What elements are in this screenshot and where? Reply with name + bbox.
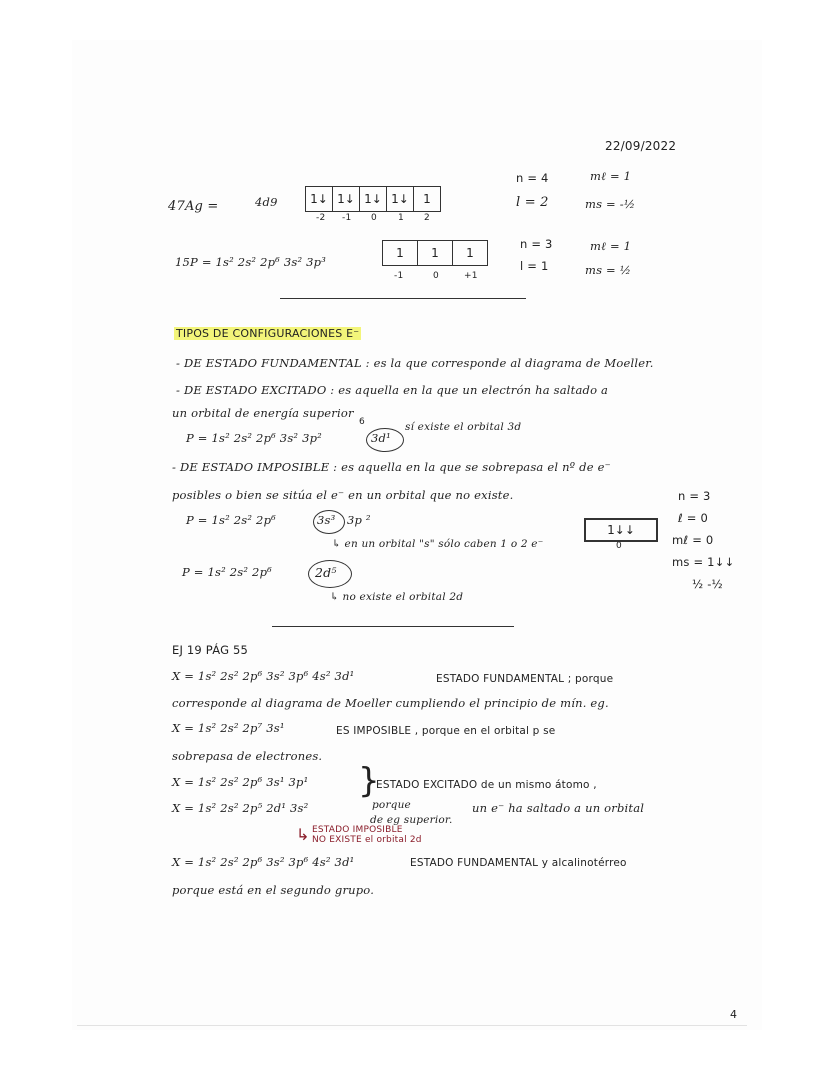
side-ms-values: ½ -½ [692,577,723,591]
ag-l: l = 2 [516,195,549,210]
ag-box-3: 1↓ [360,187,387,211]
excitado-six: 6 [359,417,365,427]
exercise-x4-superior: de eg superior. [370,814,453,826]
p15-box-3: 1 [466,246,474,260]
p15-n: n = 3 [520,237,553,251]
exercise-x4-red-note: NO EXISTE el orbital 2d [312,835,422,845]
page-edge [77,1025,747,1026]
side-n: n = 3 [678,489,711,503]
exercise-x4-red-state: ESTADO IMPOSIBLE [312,825,403,835]
divider [280,298,526,299]
exercise-x2-reason: sobrepasa de electrones. [172,749,323,763]
excitado-definition-line1: - DE ESTADO EXCITADO : es aquella en la que un electrón ha saltado a [176,383,609,397]
exercise-x5: X = 1s² 2s² 2p⁶ 3s² 3p⁶ 4s² 3d¹ [172,855,355,869]
section-title: TIPOS DE CONFIGURACIONES E⁻ [176,327,360,340]
imposible-definition-line1: - DE ESTADO IMPOSIBLE : es aquella en la que se sobrepasa el nº de e⁻ [172,460,611,474]
exercise-x4-porque: porque [372,799,411,811]
ag-box-5: 1 [423,192,431,206]
p15-ms: ms = ½ [585,263,632,277]
exercise-title: EJ 19 PÁG 55 [172,643,249,657]
p15-l: l = 1 [520,259,549,273]
ag-ms: ms = -½ [585,197,636,211]
ag-ml-value: 2 [424,213,430,223]
exercise-x1: X = 1s² 2s² 2p⁶ 3s² 3p⁶ 4s² 3d¹ [172,669,355,683]
imposible-example2-circled: 2d⁵ [315,565,337,580]
imposible-example1-prefix: P = 1s² 2s² 2p⁶ [186,513,276,527]
fundamental-definition: - DE ESTADO FUNDAMENTAL : es la que corresponde al diagrama de Moeller. [176,356,654,370]
ag-box-2: 1↓ [333,187,360,211]
ag-ml: mℓ = 1 [590,169,632,183]
imposible-example1-circled: 3s³ [317,513,336,527]
excitado-example: P = 1s² 2s² 2p⁶ 3s² 3p² [186,431,322,445]
ag-ml-value: -1 [342,213,352,223]
imposible-example1-note: ↳ en un orbital "s" sólo caben 1 o 2 e⁻ [332,538,544,550]
ag-ml-value: -2 [316,213,326,223]
exercise-x1-state: ESTADO FUNDAMENTAL ; porque [436,673,614,685]
exercise-x1-reason: corresponde al diagrama de Moeller cumpliendo el principio de mín. eg. [172,696,609,710]
excitado-definition-line2: un orbital de energía superior [172,406,354,420]
exercise-x3: X = 1s² 2s² 2p⁶ 3s¹ 3p¹ [172,775,309,789]
ag-box-4: 1↓ [387,187,414,211]
ag-box-1: 1↓ [306,187,333,211]
imposible-example1-suffix: 3p ² [347,513,371,527]
divider [272,626,514,627]
exercise-x5-reason: porque está en el segundo grupo. [172,883,375,897]
side-ms: ms = 1↓↓ [672,555,735,569]
ag-ml-value: 0 [371,213,377,223]
p15-ml-value: 0 [433,271,439,281]
exercise-x2: X = 1s² 2s² 2p⁷ 3s¹ [172,721,285,735]
exercise-x4: X = 1s² 2s² 2p⁵ 2d¹ 3s² [172,801,309,815]
imposible-example2-prefix: P = 1s² 2s² 2p⁶ [182,565,272,579]
side-box-zero: 0 [616,541,622,551]
p15-ml-value: -1 [394,271,404,281]
p15-config: 15P = 1s² 2s² 2p⁶ 3s² 3p³ [175,255,327,269]
exercise-x2-state: ES IMPOSIBLE , porque en el orbital p se [336,725,556,737]
page-number: 4 [730,1008,737,1021]
ag-n: n = 4 [516,171,549,185]
side-ml: mℓ = 0 [672,533,714,547]
p15-ml: mℓ = 1 [590,239,632,253]
ag-ml-value: 1 [398,213,404,223]
p15-box-2: 1 [418,241,453,265]
imposible-example2-note: ↳ no existe el orbital 2d [330,591,464,603]
p15-ml-value: +1 [464,271,478,281]
ag-element: 47Ag = [168,199,219,214]
p15-orbital-boxes [382,240,488,266]
side-l: ℓ = 0 [678,511,709,525]
arrow-icon: ↳ [296,825,310,844]
ag-orbital-boxes [305,186,441,212]
excitado-note: sí existe el orbital 3d [405,421,522,433]
exercise-x4-salto: un e⁻ ha saltado a un orbital [472,801,645,815]
exercise-x5-state: ESTADO FUNDAMENTAL y alcalinotérreo [410,857,627,869]
date: 22/09/2022 [605,139,677,153]
brace: } [358,761,380,801]
imposible-definition-line2: posibles o bien se sitúa el e⁻ en un orbital que no existe. [172,488,514,502]
p15-box-1: 1 [383,241,418,265]
exercise-x3-state: ESTADO EXCITADO de un mismo átomo , [376,779,597,791]
ag-orbital: 4d9 [255,195,278,209]
side-orbital-box: 1↓↓ [584,518,658,542]
excitado-circled: 3d¹ [371,431,391,445]
